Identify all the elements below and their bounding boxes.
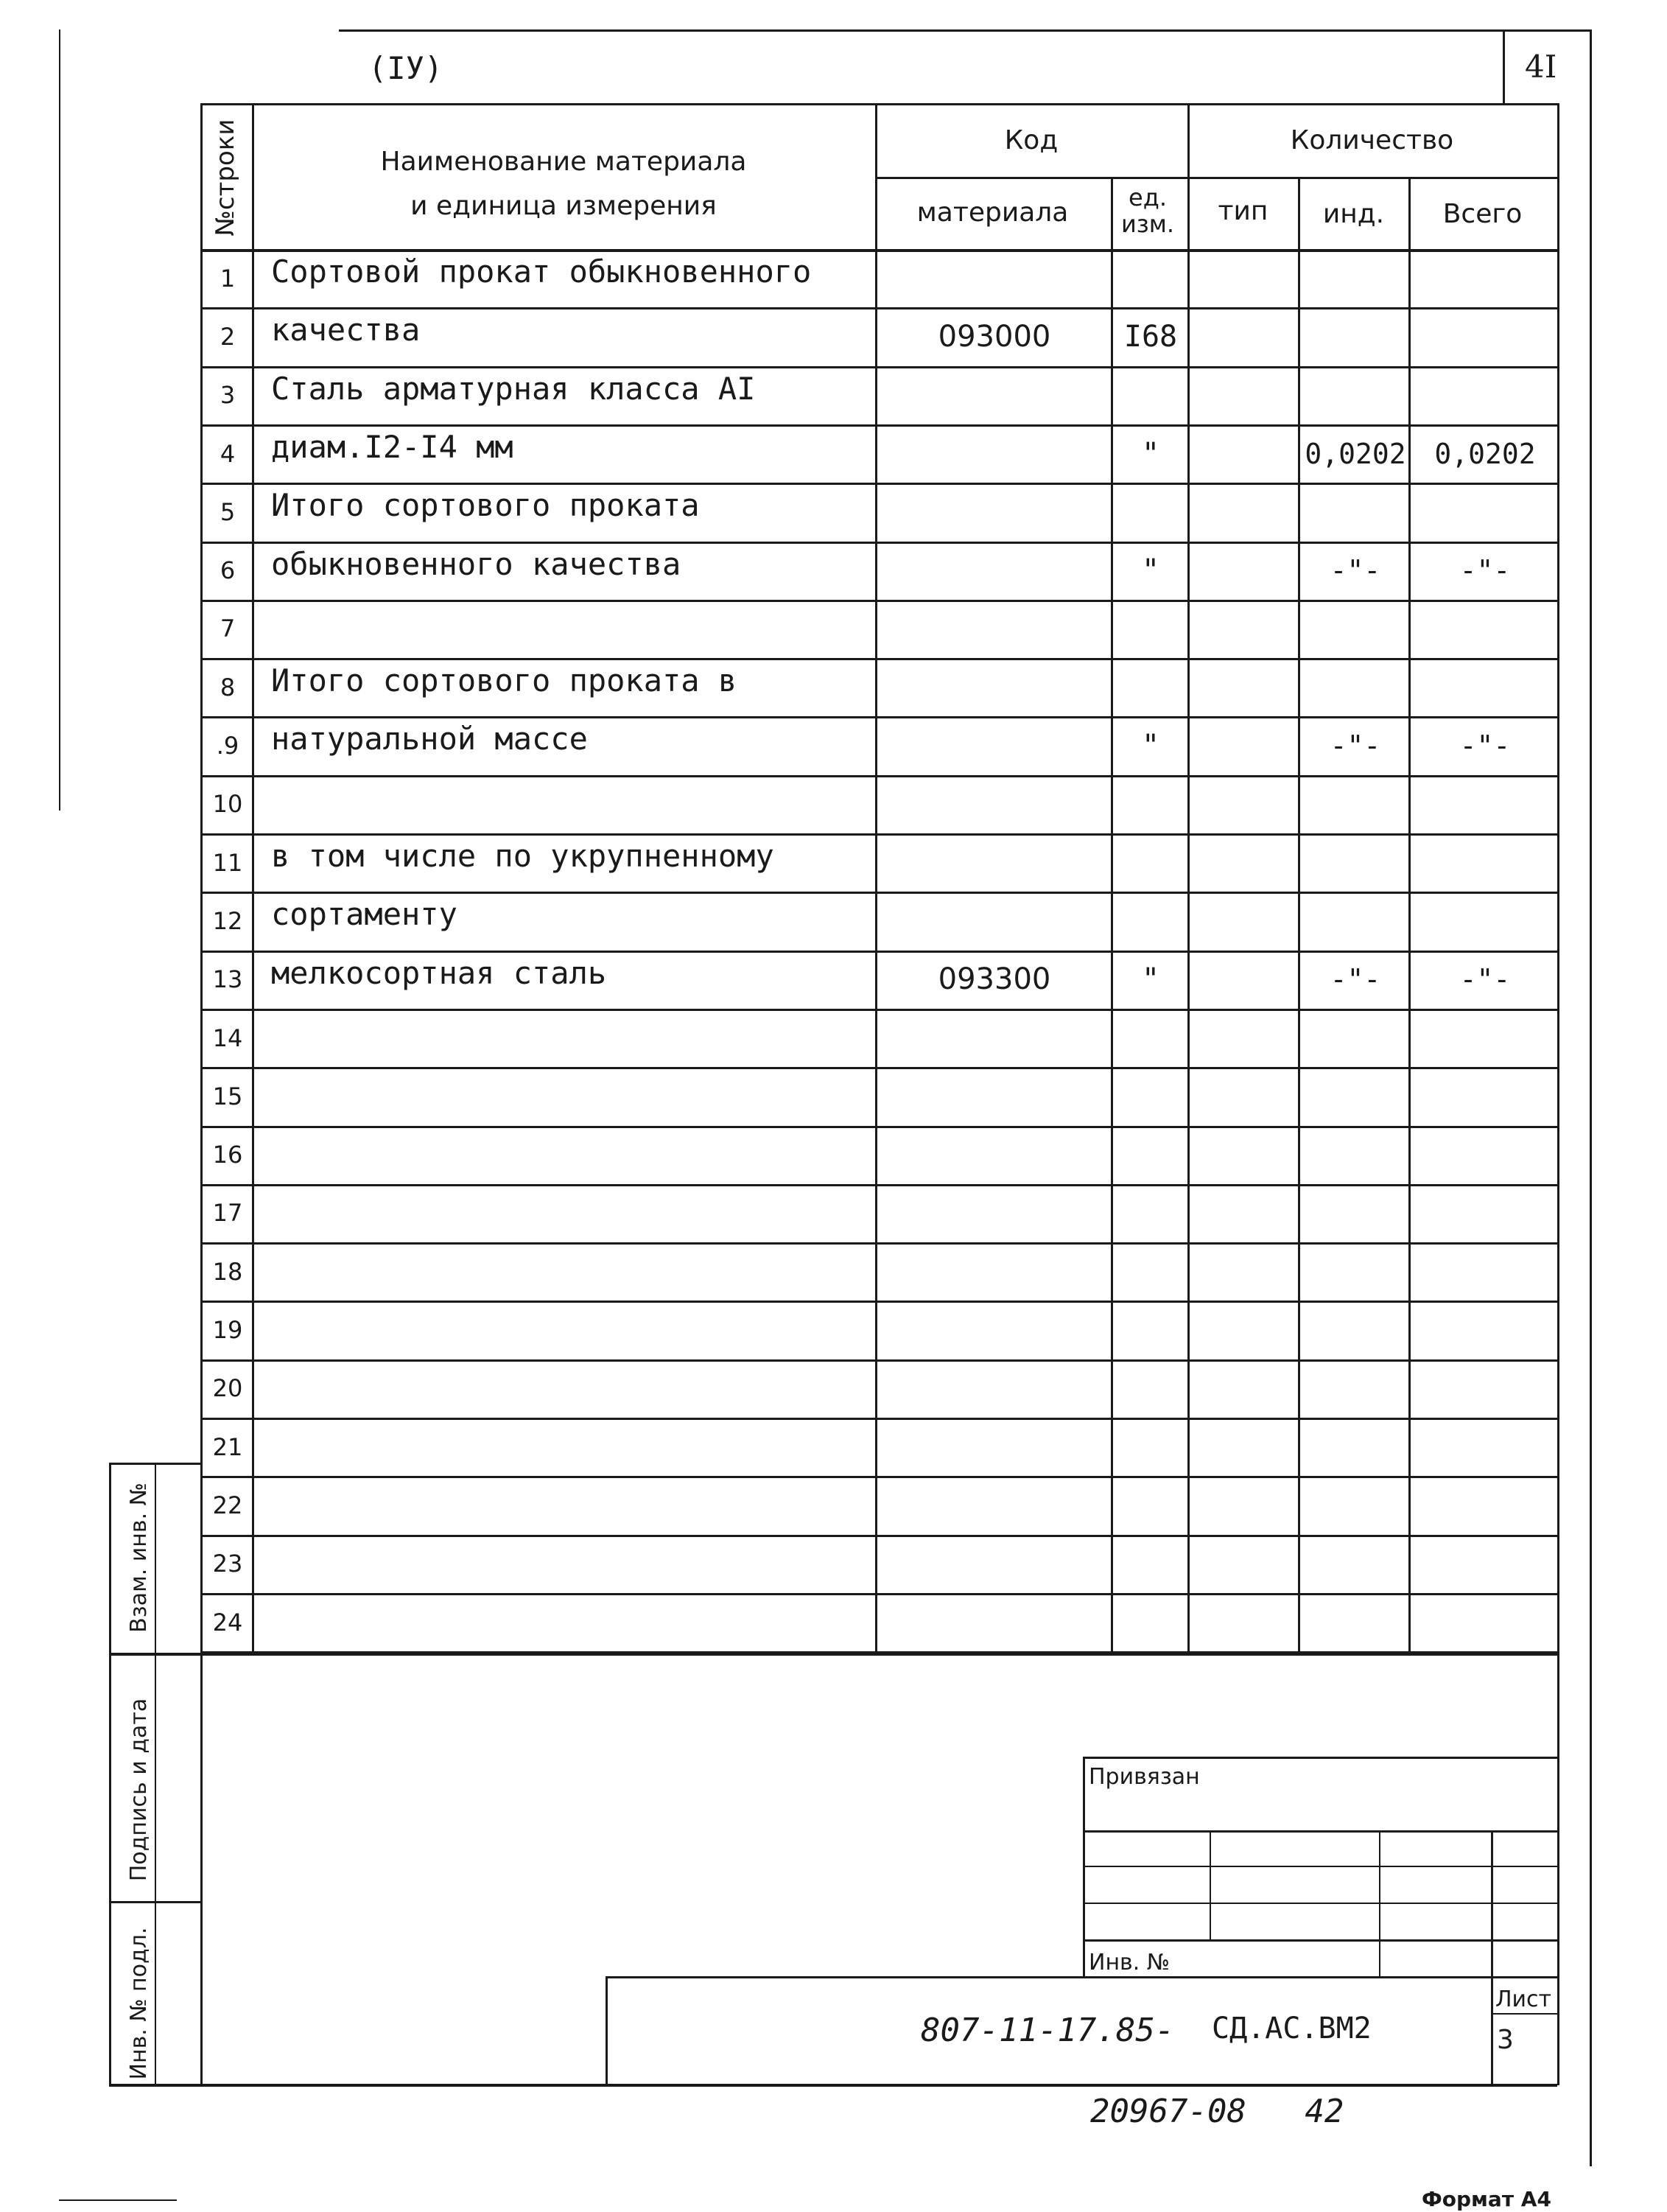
row-number: 8	[220, 673, 236, 701]
grid-hline	[200, 103, 1557, 105]
qty-total-cell	[1413, 1242, 1557, 1301]
material-code-cell	[878, 1359, 1111, 1418]
material-code-cell	[878, 249, 1111, 307]
material-name-cell: натуральной массе	[271, 721, 588, 757]
material-code-cell	[878, 1242, 1111, 1301]
row-number: 23	[212, 1550, 243, 1578]
material-name-cell	[271, 1359, 872, 1418]
grid-vline	[1379, 1830, 1380, 1976]
qty-ind-cell	[1302, 307, 1408, 365]
qty-ind-cell	[1302, 483, 1408, 541]
qty-total-cell	[1413, 1593, 1557, 1651]
qty-total-cell	[1413, 307, 1557, 365]
top-frame-line	[339, 29, 1591, 32]
qty-type-cell	[1190, 1301, 1298, 1359]
grid-vline	[155, 1463, 156, 2085]
qty-total-cell	[1413, 600, 1557, 658]
archive-number: 20967-08 42	[1090, 2093, 1344, 2130]
qty-ind-cell	[1302, 249, 1408, 307]
left-margin-line	[59, 29, 60, 811]
row-number: 13	[212, 965, 243, 994]
qty-total-cell	[1413, 1476, 1557, 1534]
material-name-cell: Итого сортового проката в	[271, 662, 737, 699]
row-number: 21	[212, 1432, 243, 1461]
qty-type-cell	[1190, 249, 1298, 307]
row-number: 24	[212, 1608, 243, 1637]
material-name-cell: диам.I2-I4 мм	[271, 428, 513, 465]
qty-total-cell	[1413, 658, 1557, 716]
row-number: 11	[212, 848, 243, 877]
qty-ind-cell	[1302, 658, 1408, 716]
material-code-cell	[878, 1535, 1111, 1593]
qty-ind-cell	[1302, 1359, 1408, 1418]
unit-code-cell: I68	[1123, 319, 1178, 354]
qty-total-cell	[1413, 1009, 1557, 1067]
grid-vline	[1083, 1757, 1085, 1976]
unit-code-cell	[1114, 775, 1187, 833]
material-code-cell	[878, 600, 1111, 658]
material-code-cell	[878, 1418, 1111, 1476]
qty-total-cell	[1413, 1535, 1557, 1593]
unit-code-cell: "	[1141, 729, 1160, 763]
qty-ind-cell	[1302, 1242, 1408, 1301]
grid-vline	[1557, 103, 1559, 2085]
grid-hline	[1083, 1757, 1557, 1759]
qty-total-cell: -"-	[1459, 554, 1511, 587]
replaced-inv-label: Взам. инв. №	[126, 1483, 152, 1633]
material-name-cell: качества	[271, 312, 421, 349]
unit-code-cell	[1114, 1067, 1187, 1125]
doc-code-handwritten: 807-11-17.85-	[921, 2012, 1175, 2049]
qty-type-cell	[1190, 307, 1298, 365]
qty-total-cell	[1413, 892, 1557, 950]
code-unit-header: ед. изм.	[1120, 183, 1175, 238]
material-code-cell	[878, 775, 1111, 833]
row-number: 18	[212, 1257, 243, 1286]
material-name-cell: Сталь арматурная класса AI	[271, 370, 756, 407]
row-number: 17	[212, 1199, 243, 1228]
unit-code-cell	[1114, 892, 1187, 950]
row-number: 12	[212, 906, 243, 935]
material-name-cell: в том числе по укрупненному	[271, 838, 774, 874]
qty-ind-header: инд.	[1322, 199, 1385, 229]
qty-total-cell	[1413, 833, 1557, 892]
qty-type-header: тип	[1218, 196, 1268, 226]
material-code-cell: 093300	[938, 962, 1051, 997]
material-name-cell	[271, 1067, 872, 1125]
grid-vline	[1187, 103, 1190, 1651]
material-name-cell	[271, 1009, 872, 1067]
material-code-cell	[878, 1301, 1111, 1359]
unit-code-cell	[1114, 833, 1187, 892]
section-label: (IУ)	[368, 50, 443, 86]
qty-total-cell: 0,0202	[1434, 437, 1536, 470]
grid-vline	[1491, 1830, 1493, 2085]
qty-ind-cell	[1302, 775, 1408, 833]
grid-vline	[1298, 177, 1300, 1651]
page-number: 4I	[1525, 49, 1557, 85]
row-number: 20	[212, 1374, 243, 1403]
grid-hline	[606, 1976, 1557, 1978]
unit-code-cell	[1114, 1126, 1187, 1184]
qty-total-cell	[1413, 1301, 1557, 1359]
qty-total-cell	[1413, 249, 1557, 307]
qty-type-cell	[1190, 542, 1298, 600]
material-code-cell	[878, 892, 1111, 950]
qty-ind-cell: -"-	[1330, 554, 1381, 587]
grid-hline	[875, 177, 1557, 179]
qty-ind-cell	[1302, 1593, 1408, 1651]
code-header: Код	[1004, 125, 1059, 155]
page-box-left	[1503, 29, 1505, 103]
row-number: .9	[216, 732, 239, 760]
doc-code-typed: СД.АС.ВМ2	[1212, 2012, 1372, 2045]
qty-type-cell	[1190, 716, 1298, 774]
qty-type-cell	[1190, 658, 1298, 716]
material-name-cell: Итого сортового проката	[271, 487, 700, 524]
qty-ind-cell	[1302, 1301, 1408, 1359]
material-name-cell	[271, 1476, 872, 1534]
qty-total-header: Всего	[1442, 199, 1523, 229]
material-code-cell	[878, 542, 1111, 600]
material-code-cell	[878, 424, 1111, 483]
unit-code-cell	[1114, 1009, 1187, 1067]
grid-hline	[1083, 1830, 1557, 1833]
qty-type-cell	[1190, 1418, 1298, 1476]
material-name-cell	[271, 1184, 872, 1242]
qty-type-cell	[1190, 1535, 1298, 1593]
unit-code-cell	[1114, 249, 1187, 307]
material-code-cell	[878, 1593, 1111, 1651]
qty-type-cell	[1190, 1593, 1298, 1651]
qty-total-cell: -"-	[1459, 963, 1511, 996]
material-code-cell	[878, 1067, 1111, 1125]
unit-code-cell	[1114, 483, 1187, 541]
row-number: 2	[220, 322, 236, 351]
qty-total-cell	[1413, 1418, 1557, 1476]
qty-type-cell	[1190, 1126, 1298, 1184]
row-number: 16	[212, 1141, 243, 1169]
qty-ind-cell: -"-	[1330, 963, 1381, 996]
grid-hline	[1083, 1939, 1557, 1942]
qty-ind-cell	[1302, 1418, 1408, 1476]
grid-vline	[1210, 1830, 1211, 1939]
material-code-cell: 093000	[938, 319, 1051, 354]
orig-inv-label: Инв. № подл.	[126, 1927, 152, 2080]
unit-code-cell	[1114, 658, 1187, 716]
row-number: 5	[220, 497, 236, 526]
material-name-header: Наименование материала и единица измерения	[380, 147, 747, 221]
qty-total-cell	[1413, 1184, 1557, 1242]
material-name-cell	[271, 1535, 872, 1593]
qty-ind-cell	[1302, 1009, 1408, 1067]
right-frame-line	[1590, 29, 1592, 2166]
qty-ind-cell	[1302, 1067, 1408, 1125]
unit-code-cell	[1114, 1593, 1187, 1651]
inv-label: Инв. №	[1089, 1950, 1171, 1975]
material-name-cell	[271, 1418, 872, 1476]
material-name-cell: мелкосортная сталь	[271, 954, 607, 991]
qty-type-cell	[1190, 424, 1298, 483]
qty-ind-cell	[1302, 1476, 1408, 1534]
material-name-cell	[271, 600, 872, 658]
unit-code-cell	[1114, 366, 1187, 424]
grid-hline	[1491, 2013, 1557, 2015]
row-number: 7	[220, 615, 236, 643]
row-number: 22	[212, 1491, 243, 1519]
qty-ind-cell	[1302, 366, 1408, 424]
row-number: 1	[220, 264, 236, 293]
code-material-header: материала	[916, 197, 1069, 228]
qty-total-cell	[1413, 775, 1557, 833]
qty-type-cell	[1190, 1009, 1298, 1067]
grid-vline	[875, 103, 877, 1651]
unit-code-cell: "	[1141, 436, 1160, 471]
material-name-cell	[271, 1126, 872, 1184]
material-name-cell	[271, 1301, 872, 1359]
qty-total-cell	[1413, 1067, 1557, 1125]
unit-code-cell	[1114, 1535, 1187, 1593]
qty-total-cell	[1413, 483, 1557, 541]
grid-hline	[109, 2084, 1557, 2087]
material-name-cell: обыкновенного качества	[271, 545, 681, 582]
material-code-cell	[878, 1009, 1111, 1067]
signature-date-label: Подпись и дата	[126, 1698, 152, 1882]
qty-ind-cell: 0,0202	[1305, 437, 1406, 470]
sheet-label: Лист	[1495, 1987, 1552, 2012]
unit-code-cell	[1114, 1184, 1187, 1242]
qty-total-cell	[1413, 366, 1557, 424]
qty-total-cell	[1413, 1126, 1557, 1184]
row-number: 3	[220, 381, 236, 410]
material-code-cell	[878, 483, 1111, 541]
grid-hline	[1083, 1866, 1557, 1867]
unit-code-cell: "	[1141, 962, 1160, 997]
unit-code-cell	[1114, 1359, 1187, 1418]
row-number-header: №строки	[211, 119, 240, 237]
qty-type-cell	[1190, 951, 1298, 1009]
grid-hline	[109, 1653, 1557, 1656]
material-code-cell	[878, 366, 1111, 424]
material-name-cell: Сортовой прокат обыкновенного	[271, 253, 812, 290]
qty-type-cell	[1190, 775, 1298, 833]
bound-label: Привязан	[1089, 1764, 1200, 1790]
grid-vline	[252, 103, 254, 1651]
row-number: 4	[220, 439, 236, 468]
qty-type-cell	[1190, 483, 1298, 541]
qty-ind-cell	[1302, 1184, 1408, 1242]
material-code-cell	[878, 833, 1111, 892]
grid-vline	[1111, 177, 1113, 1651]
unit-code-cell	[1114, 1418, 1187, 1476]
qty-type-cell	[1190, 1242, 1298, 1301]
grid-vline	[606, 1976, 608, 2085]
sheet-value: 3	[1497, 2025, 1514, 2055]
unit-code-cell: "	[1141, 553, 1160, 588]
qty-ind-cell	[1302, 1535, 1408, 1593]
row-number: 15	[212, 1082, 243, 1110]
row-number: 14	[212, 1023, 243, 1052]
qty-type-cell	[1190, 1184, 1298, 1242]
grid-vline	[109, 1463, 111, 2085]
unit-code-cell	[1114, 1476, 1187, 1534]
qty-ind-cell	[1302, 833, 1408, 892]
qty-total-cell	[1413, 1359, 1557, 1418]
qty-type-cell	[1190, 833, 1298, 892]
unit-code-cell	[1114, 1301, 1187, 1359]
qty-ind-cell	[1302, 892, 1408, 950]
format-label: Формат А4	[1422, 2187, 1551, 2211]
qty-type-cell	[1190, 892, 1298, 950]
material-code-cell	[878, 658, 1111, 716]
material-code-cell	[878, 1184, 1111, 1242]
unit-code-cell	[1114, 600, 1187, 658]
quantity-header: Количество	[1290, 125, 1454, 155]
material-name-cell	[271, 1242, 872, 1301]
qty-type-cell	[1190, 1359, 1298, 1418]
grid-vline	[1408, 177, 1411, 1651]
qty-type-cell	[1190, 1476, 1298, 1534]
qty-ind-cell: -"-	[1330, 729, 1381, 763]
qty-type-cell	[1190, 366, 1298, 424]
unit-code-cell	[1114, 1242, 1187, 1301]
material-name-cell: сортаменту	[271, 896, 457, 933]
bottom-left-mark	[59, 2199, 177, 2201]
row-number: 10	[212, 790, 243, 819]
row-number: 19	[212, 1316, 243, 1345]
material-name-cell	[271, 1593, 872, 1651]
material-code-cell	[878, 1126, 1111, 1184]
qty-ind-cell	[1302, 600, 1408, 658]
grid-hline	[1083, 1903, 1557, 1904]
qty-total-cell: -"-	[1459, 729, 1511, 763]
material-name-cell	[271, 775, 872, 833]
qty-ind-cell	[1302, 1126, 1408, 1184]
row-number: 6	[220, 556, 236, 585]
qty-type-cell	[1190, 600, 1298, 658]
material-code-cell	[878, 1476, 1111, 1534]
qty-type-cell	[1190, 1067, 1298, 1125]
material-code-cell	[878, 716, 1111, 774]
grid-vline	[200, 103, 203, 2085]
